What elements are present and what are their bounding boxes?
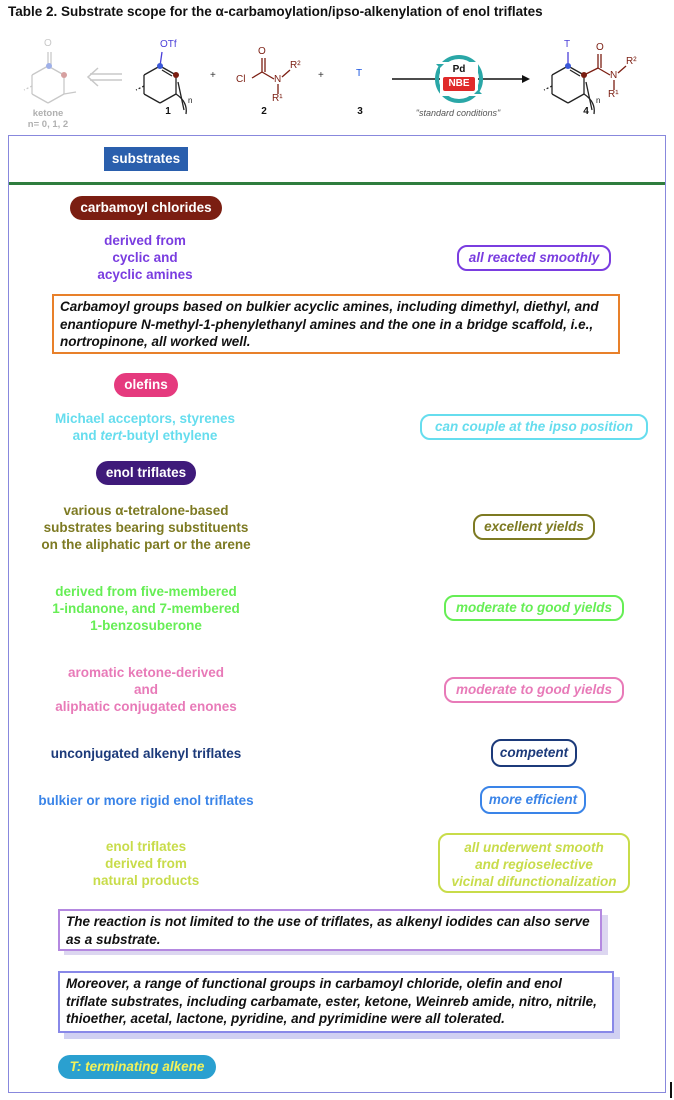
carbamoyl-chloride-structure	[252, 58, 290, 94]
ketone-oxygen: O	[44, 38, 52, 49]
product-nitrogen: N	[610, 70, 618, 81]
product-t-label: T	[564, 39, 571, 50]
otf-label: OTf	[160, 39, 177, 50]
enol-row-1-result: excellent yields	[473, 514, 595, 540]
compound-4-label: 4	[583, 106, 589, 117]
carbamoyl-description: derived from cyclic and acyclic amines	[97, 233, 193, 282]
carbamoyl-chlorides-badge: carbamoyl chlorides	[70, 196, 222, 220]
compound-3-label: 3	[357, 106, 363, 117]
plus-sign: +	[210, 70, 216, 81]
enol-triflates-badge: enol triflates	[96, 461, 196, 485]
compound-2-label: 2	[261, 106, 267, 117]
enol-row-5-result: more efficient	[480, 786, 586, 814]
product-ring-index-n: n	[596, 96, 601, 105]
pd-label: Pd	[452, 64, 466, 75]
scheme-drawing	[0, 22, 674, 134]
olefins-badge: olefins	[114, 373, 178, 397]
nbe-badge: NBE	[443, 77, 475, 91]
chlorine-label: Cl	[236, 74, 246, 85]
carbamoyl-note: Carbamoyl groups based on bulkier acyclic amines, including dimethyl, diethyl, and enantiopure N-methyl-1-phenylethanyl amines and the one in a bridge scaffold, i.e., nortropinone, all worked well.	[52, 294, 620, 354]
retro-arrow	[88, 68, 122, 86]
standard-conditions-label: "standard conditions"	[415, 108, 501, 118]
product-r2: R²	[626, 56, 637, 67]
enol-triflate-structure	[136, 52, 186, 114]
r2-label: R²	[290, 60, 301, 71]
plus-sign: +	[318, 70, 324, 81]
enol-row-5-description: bulkier or more rigid enol triflates	[38, 793, 254, 808]
ring-index-n: n	[188, 96, 193, 105]
reaction-scheme	[0, 22, 674, 134]
table-title: Table 2. Substrate scope for the α-carbamoylation/ipso-alkenylation of enol triflates	[8, 4, 543, 19]
enol-row-3-result: moderate to good yields	[444, 677, 624, 703]
olefins-result: can couple at the ipso position	[420, 414, 648, 440]
enol-row-6-description: enol triflates derived from natural products	[92, 839, 200, 888]
compound-1-label: 1	[165, 106, 171, 117]
olefins-description-line1: Michael acceptors, styrenes	[54, 411, 236, 426]
enol-row-1-description: various α-tetralone-based substrates bearing substituents on the aliphatic part or the arene	[41, 503, 251, 552]
enol-row-3-description: aromatic ketone-derived and aliphatic conjugated enones	[55, 665, 237, 714]
ketone-structure	[24, 52, 76, 103]
text-cursor	[670, 1082, 672, 1098]
carbamoyl-result: all reacted smoothly	[457, 245, 611, 271]
enol-row-4-description: unconjugated alkenyl triflates	[50, 746, 242, 761]
enol-row-4-result: competent	[491, 739, 577, 767]
ketone-ring-size: n= 0, 1, 2	[27, 119, 69, 130]
enol-row-2-result: moderate to good yields	[444, 595, 624, 621]
ketone-label: ketone	[32, 108, 64, 119]
substrates-header-badge: substrates	[104, 147, 188, 171]
product-oxygen: O	[596, 42, 604, 53]
functional-groups-note: Moreover, a range of functional groups in carbamoyl chloride, olefin and enol triflate substrates, including carbamate, ester, ketone, Weinreb amide, nitro, nitrile, thioether, acetal, lactone, pyridine, and pyrimidine were all tolerated.	[58, 971, 614, 1033]
r1-label: R¹	[272, 93, 283, 104]
olefins-description: Michael acceptors, styrenes and tert-butyl ethylene	[54, 411, 236, 443]
product-r1: R¹	[608, 89, 619, 100]
enol-row-2-description: derived from five-membered 1-indanone, and 7-membered 1-benzosuberone	[52, 584, 240, 633]
nitrogen-label: N	[274, 74, 282, 85]
product-structure	[544, 52, 626, 114]
terminating-alkene-legend: T: terminating alkene	[58, 1055, 216, 1079]
header-divider	[9, 182, 665, 185]
enol-row-6-result: all underwent smooth and regioselective vicinal difunctionalization	[438, 833, 630, 893]
carbonyl-oxygen: O	[258, 46, 266, 57]
iodides-note: The reaction is not limited to the use of triflates, as alkenyl iodides can also serve as a substrate.	[58, 909, 602, 951]
terminating-alkene-label: T	[356, 68, 363, 79]
